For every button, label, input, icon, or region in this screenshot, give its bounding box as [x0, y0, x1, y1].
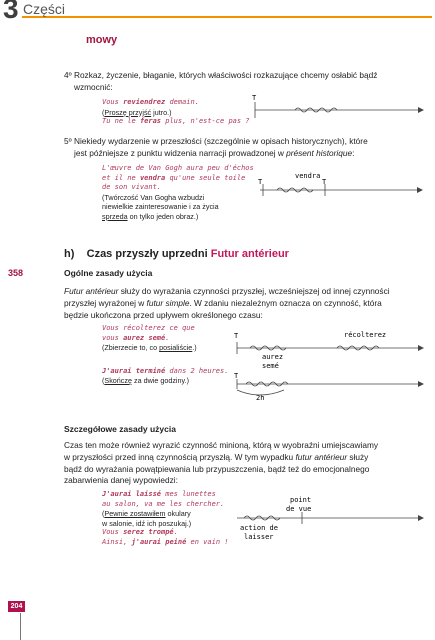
svg-text:aurez: aurez	[262, 353, 284, 361]
section-358-diagram-2	[232, 370, 427, 402]
footer-rule	[20, 613, 21, 640]
svg-text:2h: 2h	[256, 394, 265, 402]
svg-text:action de: action de	[240, 524, 278, 532]
page-number: 204	[8, 601, 25, 612]
svg-text:de vue: de vue	[286, 505, 312, 513]
point4-text: 4º Rozkaz, życzenie, błaganie, których właściwości rozkazujące chcemy osłabić bądź wzmocnić:	[64, 70, 378, 92]
point5-timeline-diagram	[255, 168, 425, 208]
svg-text:semé: semé	[262, 362, 279, 370]
section-h-heading: h) Czas przyszły uprzedni Futur antérieur	[64, 248, 289, 260]
svg-text:récolterez: récolterez	[344, 331, 387, 339]
svg-text:laisser: laisser	[244, 533, 274, 541]
chapter-subtitle: mowy	[86, 34, 118, 46]
chapter-title: Części	[23, 1, 66, 17]
svg-text:vendra: vendra	[295, 172, 321, 180]
svg-text:T: T	[234, 372, 239, 380]
section-detail-examples: J'aurai laissé mes lunettes au salon, va me les chercher. (Pewnie zostawiłem okulary w salonie, idź ich poszukaj.) Vous serez trompé. Ainsi, j'aurai peiné en vain !	[102, 490, 229, 546]
section-detail-title: Szczegółowe zasady użycia	[64, 424, 176, 434]
section-detail-paragraph: Czas ten może również wyrazić czynność minioną, którą w wyobraźni umiejscawiamy w przyszłości przed inną czynnością przyszłą. W tym wypadku futur antérieur służy bądź do wyrażania powątpiewania lub przypuszczenia, bądź też do emocjonalnego zabarwienia danej wypowiedzi:	[64, 440, 379, 486]
section-detail-diagram	[232, 494, 427, 542]
section-358-paragraph: Futur antérieur służy do wyrażania czynności przyszłej, wcześniejszej od innej czynności przyszłej wyrażonej w futur simple. W zdaniu niezależnym oznacza on czynność, która będzie ukończona przed upływem określonego czasu:	[64, 286, 390, 320]
svg-text:T: T	[322, 178, 327, 186]
section-number-358: 358	[8, 268, 24, 278]
point4-timeline-diagram	[250, 92, 425, 132]
section-358-title: Ogólne zasady użycia	[64, 268, 153, 278]
chapter-number: 3	[3, 0, 19, 24]
point5-examples: L'œuvre de Van Gogh aura peu d'échos et il ne vendra qu'une seule toile de son vivant. (Twórczość Van Gogha wzbudzi niewielkie zainteresowanie i za życia sprzeda on tylko jeden obraz.)	[102, 164, 254, 221]
section-358-examples: Vous récolterez ce que vous aurez semé. (Zbierzecie to, co posialiście.) J'aurai terminé dans 2 heures. (Skończę za dwie godziny.)	[102, 324, 229, 385]
point4-examples: Vous reviendrez demain. (Proszę przyjść jutro.) Tu ne le feras plus, n'est-ce pas ?	[102, 98, 250, 125]
svg-text:T: T	[252, 94, 257, 102]
point5-text: 5º Niekiedy wydarzenie w przeszłości (szczególnie w opisach historycznych), które jest późniejsze z punktu widzenia narracji prowadzonej w présent historique:	[64, 136, 368, 158]
svg-text:point: point	[290, 496, 312, 504]
svg-text:T: T	[234, 332, 239, 340]
header-rule	[22, 16, 432, 18]
section-358-diagram-1	[232, 328, 427, 370]
svg-text:T: T	[258, 178, 263, 186]
